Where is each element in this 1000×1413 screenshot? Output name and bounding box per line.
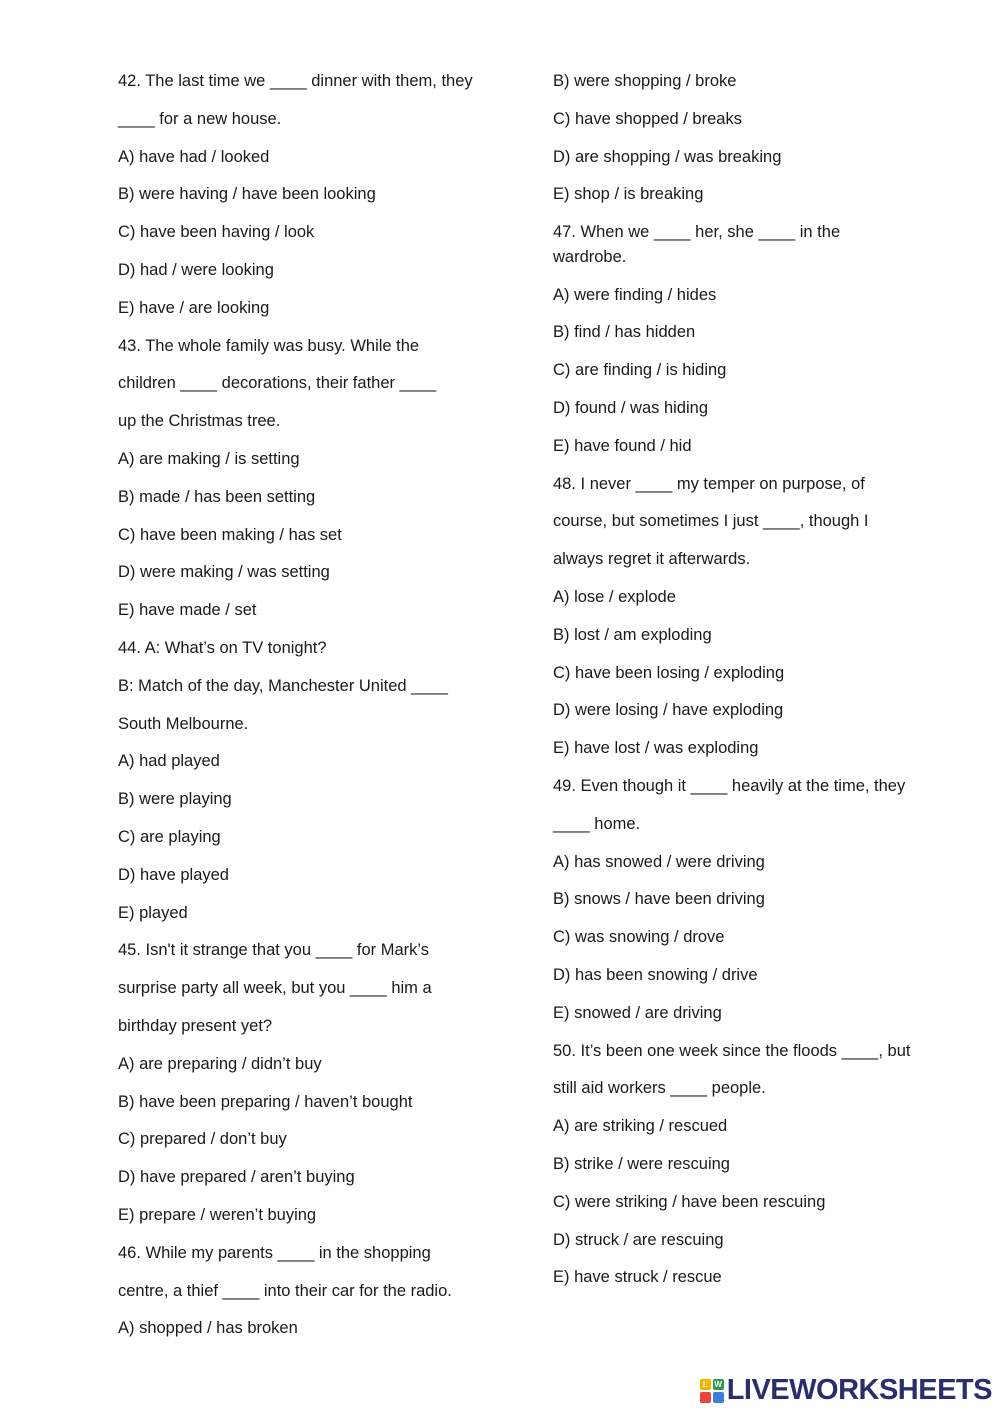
logo-mark-icon [700,1379,724,1403]
answer-option: B) strike / were rescuing [553,1155,730,1174]
answer-option: E) have struck / rescue [553,1268,722,1287]
answer-option: C) are finding / is hiding [553,361,727,380]
question-stem: 49. Even though it ____ heavily at the time, they [553,777,906,796]
question-text-line: ____ for a new house. [118,109,282,128]
question-stem: 43. The whole family was busy. While the [118,336,420,355]
answer-option: E) snowed / are driving [553,1003,722,1022]
answer-option: B) find / has hidden [553,323,696,342]
logo-mark-tile: L [700,1379,711,1390]
question-stem: 48. I never ____ my temper on purpose, of [553,474,865,493]
question-text-line: B: Match of the day, Manchester United ____ [118,676,448,695]
answer-option: E) have lost / was exploding [553,739,759,758]
question-text-line: centre, a thief ____ into their car for the radio. [118,1281,452,1300]
answer-option: C) prepared / don’t buy [118,1130,287,1149]
question-stem: 44. A: What’s on TV tonight? [118,638,327,657]
question-stem: 45. Isn't it strange that you ____ for Mark’s [118,941,430,960]
answer-option: D) are shopping / was breaking [553,147,782,166]
question-text-line: birthday present yet? [118,1016,273,1035]
answer-option: A) are preparing / didn’t buy [118,1054,322,1073]
answer-option: D) had / were looking [118,260,274,279]
question-stem: 46. While my parents ____ in the shopping [118,1243,431,1262]
question-text-line: still aid workers ____ people. [553,1079,766,1098]
answer-option: C) were striking / have been rescuing [553,1192,826,1211]
question-text-line: South Melbourne. [118,714,249,733]
question-text-line: ____ home. [553,814,641,833]
answer-option: C) was snowing / drove [553,928,725,947]
logo-mark-tile [700,1392,711,1403]
question-stem: 50. It’s been one week since the floods ____, but [553,1041,911,1060]
answer-option: B) were shopping / broke [553,72,737,90]
answer-option: C) have shopped / breaks [553,109,742,128]
answer-option: D) has been snowing / drive [553,966,758,985]
answer-option: E) prepare / weren’t buying [118,1205,317,1224]
answer-option: D) have played [118,865,229,884]
answer-option: B) were playing [118,790,232,809]
answer-option: A) are striking / rescued [553,1117,728,1136]
question-text-line: course, but sometimes I just ____, though I [553,512,869,531]
answer-option: B) snows / have been driving [553,890,765,909]
left-column [118,63,538,1348]
answer-option: A) has snowed / were driving [553,852,765,871]
answer-option: C) are playing [118,827,221,846]
answer-option: C) have been losing / exploding [553,663,785,682]
answer-option: A) have had / looked [118,147,270,166]
question-text-line: surprise party all week, but you ____ him a [118,979,432,998]
question-text-line: wardrobe. [553,247,627,266]
answer-option: D) found / was hiding [553,399,709,418]
question-text-line: always regret it afterwards. [553,550,751,569]
answer-option: D) were making / was setting [118,563,330,582]
answer-option: E) shop / is breaking [553,185,704,204]
answer-option: A) are making / is setting [118,449,300,468]
answer-option: A) were finding / hides [553,285,717,304]
answer-option: A) shopped / has broken [118,1319,298,1338]
answer-option: E) played [118,903,188,922]
answer-option: E) have found / hid [553,436,692,455]
logo-mark-tile [713,1392,724,1403]
liveworksheets-logo [700,1374,992,1407]
right-column [553,63,953,1297]
answer-option: E) have made / set [118,601,257,620]
answer-option: B) lost / am exploding [553,625,712,644]
answer-option: C) have been making / has set [118,525,342,544]
logo-mark-tile: W [714,1379,722,1389]
answer-option: A) had played [118,752,220,771]
answer-option: A) lose / explode [553,588,676,607]
answer-option: D) struck / are rescuing [553,1230,724,1249]
answer-option: D) have prepared / aren’t buying [118,1168,355,1187]
question-stem: 42. The last time we ____ dinner with them, they [118,72,473,90]
question-stem: 47. When we ____ her, she ____ in the [553,223,841,242]
answer-option: B) were having / have been looking [118,185,376,204]
answer-option: B) made / has been setting [118,487,316,506]
answer-option: D) were losing / have exploding [553,701,784,720]
question-text-line: children ____ decorations, their father ____ [118,374,437,393]
answer-option: B) have been preparing / haven’t bought [118,1092,413,1111]
question-text-line: up the Christmas tree. [118,412,281,431]
logo-text: LIVEWORKSHEETS [726,1374,992,1406]
answer-option: E) have / are looking [118,298,270,317]
answer-option: C) have been having / look [118,223,315,242]
